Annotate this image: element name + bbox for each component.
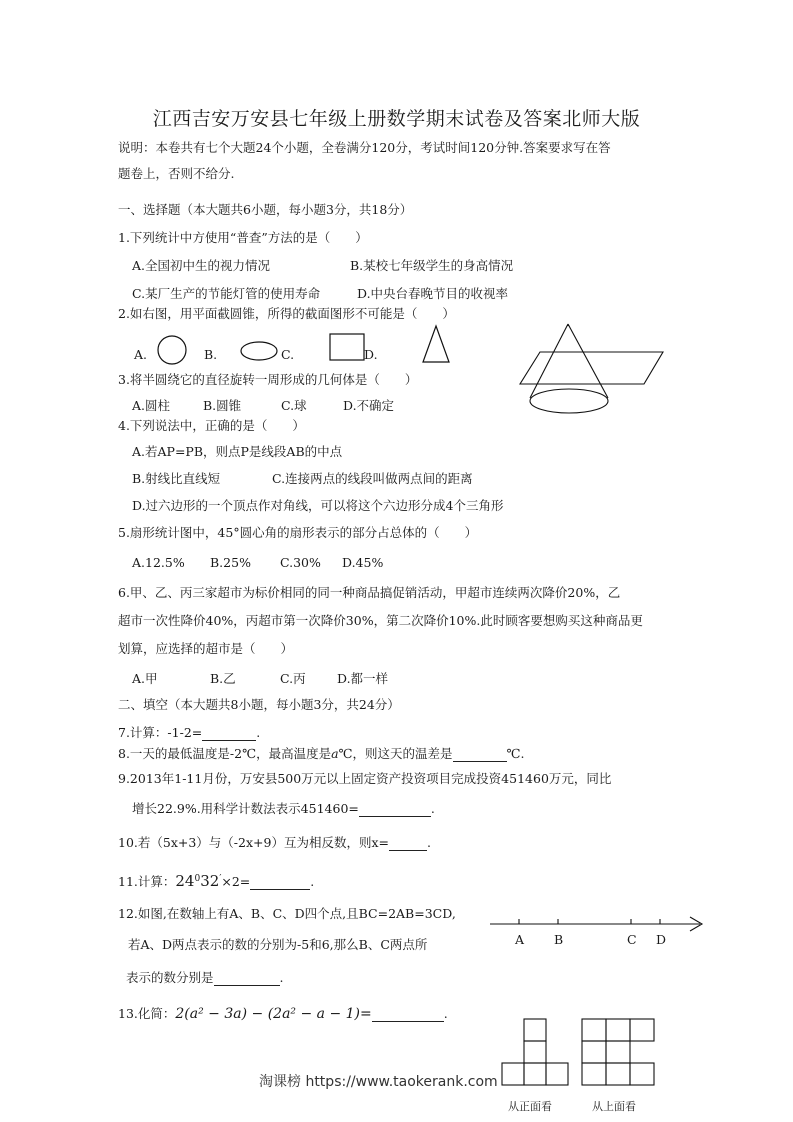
q8-end: ℃. bbox=[506, 746, 525, 761]
q13-answer-blank[interactable] bbox=[372, 1007, 444, 1022]
q10-answer-blank[interactable] bbox=[389, 836, 427, 851]
q12-line-1: 12.如图,在数轴上有A、B、C、D四个点,且BC=2AB=3CD, bbox=[118, 906, 456, 921]
circle-shape-icon bbox=[156, 334, 188, 366]
q3-stem: 3.将半圆绕它的直径旋转一周形成的几何体是（ ） bbox=[118, 372, 418, 387]
q10-text: 10.若（5x+3）与（-2x+9）互为相反数，则x= bbox=[118, 835, 389, 850]
q5-stem: 5.扇形统计图中，45°圆心角的扇形表示的部分占总体的（ ） bbox=[118, 525, 478, 540]
triangle-shape-icon bbox=[420, 324, 452, 364]
front-view-grid bbox=[500, 1018, 572, 1090]
top-view-caption: 从上面看 bbox=[592, 1100, 636, 1113]
q1-option-a: A.全国初中生的视力情况 bbox=[132, 258, 271, 273]
q2-option-b-label: B. bbox=[204, 347, 218, 362]
q11-minute-mark: ′ bbox=[219, 874, 222, 884]
ellipse-shape-icon bbox=[239, 340, 279, 362]
q11-text: 11.计算： bbox=[118, 874, 176, 890]
q6-option-d: D.都一样 bbox=[337, 671, 389, 686]
q5-option-d: D.45% bbox=[342, 555, 384, 570]
q5-option-c: C.30% bbox=[280, 555, 321, 570]
q4-option-a: A.若AP=PB，则点P是线段AB的中点 bbox=[132, 444, 343, 459]
q6-line-1: 6.甲、乙、丙三家超市为标价相同的同一种商品搞促销活动，甲超市连续两次降价20%，乙 bbox=[118, 585, 621, 600]
q7-end: . bbox=[256, 725, 261, 740]
q5-option-b: B.25% bbox=[210, 555, 251, 570]
q12-answer-blank[interactable] bbox=[214, 971, 280, 986]
q11-degree-mark: 0 bbox=[194, 874, 201, 884]
q2-option-a-label: A. bbox=[134, 347, 148, 362]
q8-answer-blank[interactable] bbox=[453, 747, 507, 762]
watermark-link[interactable]: 淘课榜 https://www.taokerank.com bbox=[259, 1074, 498, 1090]
q3-option-d: D.不确定 bbox=[343, 398, 395, 413]
q1-option-d: D.中央台春晚节目的收视率 bbox=[357, 286, 509, 301]
q8-text-mid: ℃，则这天的温差是 bbox=[338, 746, 453, 761]
q9-answer-blank[interactable] bbox=[359, 802, 431, 817]
q12-text: 表示的数分别是 bbox=[126, 970, 214, 985]
q7-answer-blank[interactable] bbox=[202, 726, 256, 741]
q9-line-2 bbox=[132, 801, 435, 817]
page-title: 江西吉安万安县七年级上册数学期末试卷及答案北师大版 bbox=[152, 108, 641, 130]
q6-option-b: B.乙 bbox=[210, 671, 236, 686]
q12-line-2: 若A、D两点表示的数的分别为-5和6,那么B、C两点所 bbox=[128, 937, 428, 952]
section1-heading: 一、选择题（本大题共6小题，每小题3分，共18分） bbox=[118, 202, 413, 217]
q6-line-3: 划算，应选择的超市是（ ） bbox=[118, 641, 294, 656]
q11-mult: ×2= bbox=[221, 874, 251, 890]
cone-apex-marker bbox=[521, 322, 531, 332]
q1-option-c: C.某厂生产的节能灯管的使用寿命 bbox=[132, 286, 321, 301]
rectangle-shape-icon bbox=[328, 332, 366, 362]
q10 bbox=[118, 835, 431, 851]
q10-end: . bbox=[427, 835, 431, 850]
q6-option-c: C.丙 bbox=[280, 671, 306, 686]
cone-plane-figure bbox=[518, 322, 678, 424]
q12-end: . bbox=[279, 970, 284, 985]
q2-option-c-label: C. bbox=[281, 347, 295, 362]
q7-text: 7.计算：-1-2= bbox=[118, 725, 203, 740]
q11-minutes: 32 bbox=[200, 872, 220, 891]
q2-stem: 2.如右图，用平面截圆锥，所得的截面图形不可能是（ ） bbox=[118, 306, 455, 321]
q6-line-2: 超市一次性降价40%，丙超市第一次降价30%，第二次降价10%.此时顾客要想购买这种商品更 bbox=[118, 613, 643, 628]
q3-option-b: B.圆锥 bbox=[203, 398, 242, 413]
q11-answer-blank[interactable] bbox=[250, 875, 310, 890]
q2-option-d-label: D. bbox=[364, 347, 378, 362]
top-view-grid bbox=[580, 1018, 656, 1090]
q8-text: 8.一天的最低温度是-2℃，最高温度是 bbox=[118, 746, 332, 761]
q1-option-b: B.某校七年级学生的身高情况 bbox=[350, 258, 514, 273]
q9-line-1: 9.2013年1-11月份，万安县500万元以上固定资产投资项目完成投资451460万元，同比 bbox=[118, 771, 612, 786]
q4-option-d: D.过六边形的一个顶点作对角线，可以将这个六边形分成4个三角形 bbox=[132, 498, 504, 513]
q4-stem: 4.下列说法中，正确的是（ ） bbox=[118, 418, 305, 433]
q8-variable: a bbox=[331, 746, 339, 761]
number-line-label-c: C bbox=[627, 932, 637, 947]
q9-text: 增长22.9%.用科学计数法表示451460= bbox=[132, 801, 359, 816]
q4-option-c: C.连接两点的线段叫做两点间的距离 bbox=[272, 471, 473, 486]
q13-end: . bbox=[443, 1006, 448, 1021]
q1-stem: 1.下列统计中方使用“普查”方法的是（ ） bbox=[118, 230, 368, 245]
q13 bbox=[118, 1006, 448, 1022]
q3-option-a: A.圆柱 bbox=[132, 398, 171, 413]
number-line-label-b: B bbox=[554, 932, 564, 947]
q13-text: 13.化简： bbox=[118, 1006, 176, 1021]
q7 bbox=[118, 725, 260, 741]
q3-option-c: C.球 bbox=[281, 398, 307, 413]
q11-degrees: 24 bbox=[175, 872, 195, 891]
q6-option-a: A.甲 bbox=[132, 671, 158, 686]
q5-option-a: A.12.5% bbox=[132, 555, 185, 570]
q11 bbox=[118, 871, 314, 890]
q9-end: . bbox=[430, 801, 435, 816]
number-line-label-a: A bbox=[515, 932, 525, 947]
q13-expression: 2(a² − 3a) − (2a² − a − 1)= bbox=[175, 1006, 372, 1022]
front-view-caption: 从正面看 bbox=[508, 1100, 552, 1113]
q12-line-3 bbox=[126, 970, 284, 986]
intro-line-1: 说明：本卷共有七个大题24个小题，全卷满分120分，考试时间120分钟.答案要求写在答 bbox=[118, 140, 611, 155]
q4-option-b: B.射线比直线短 bbox=[132, 471, 221, 486]
number-line-label-d: D bbox=[656, 932, 667, 947]
q11-end: . bbox=[310, 874, 315, 890]
q8 bbox=[118, 746, 525, 762]
intro-line-2: 题卷上，否则不给分. bbox=[118, 166, 235, 181]
section2-heading: 二、填空（本大题共8小题，每小题3分，共24分） bbox=[118, 697, 400, 712]
